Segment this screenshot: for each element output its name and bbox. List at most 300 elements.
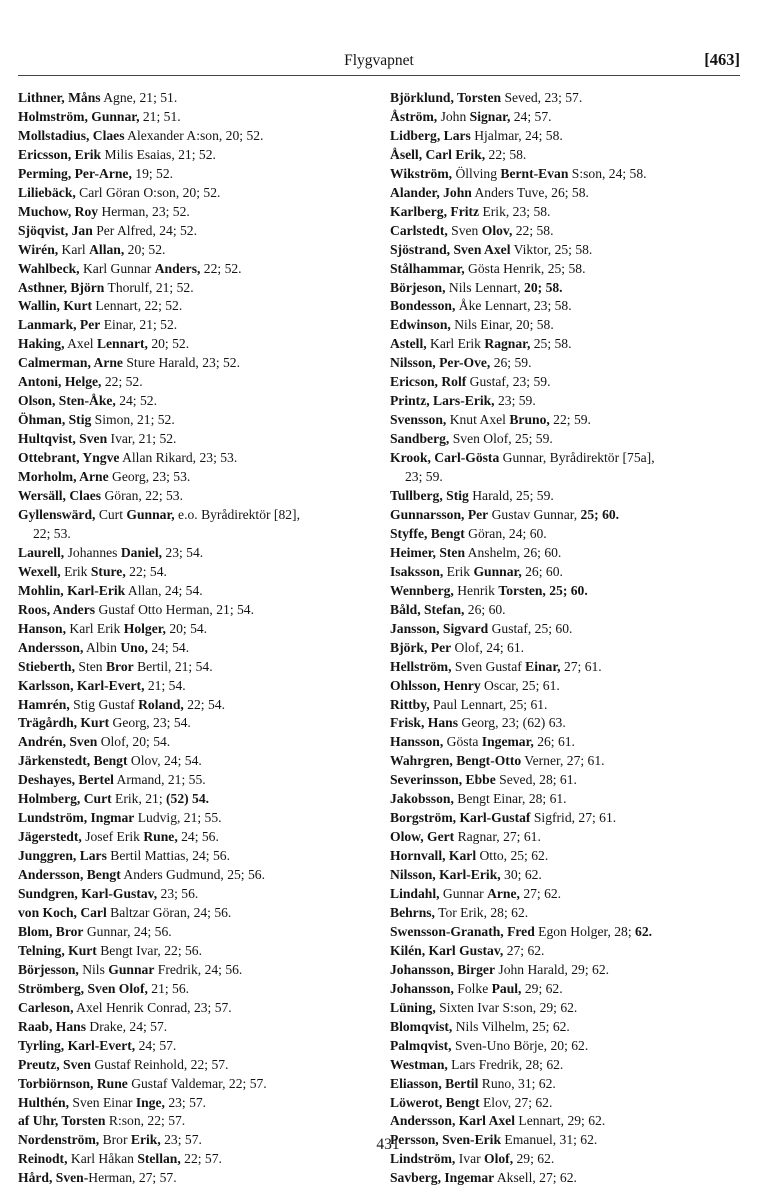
entry-name-bold: Karlberg, Fritz xyxy=(390,203,480,219)
entry-line xyxy=(390,886,561,901)
entry-name-bold: Båld, Stefan, xyxy=(390,601,465,617)
entry-text: Sven Gustaf xyxy=(451,658,526,674)
entry-text: Milis Esaias, 21; 52. xyxy=(101,146,216,162)
entry-line xyxy=(18,1057,228,1072)
entry-name-bold: Gunnar, xyxy=(126,506,175,522)
entry-text: 24; 57. xyxy=(510,108,552,124)
entry-text: 20; 54. xyxy=(165,620,208,636)
entry-line xyxy=(390,488,554,503)
entry-text: Lennart, 29; 62. xyxy=(515,1113,606,1129)
entry-name-bold: Andersson, Karl Axel xyxy=(390,1113,515,1129)
entry-name-bold: Wexell, xyxy=(18,563,61,579)
index-entry xyxy=(18,866,386,885)
entry-text: Henrik xyxy=(453,582,499,598)
entry-name-bold: Stellan, xyxy=(137,1151,181,1167)
entry-line xyxy=(390,697,547,712)
entry-line xyxy=(390,734,575,749)
entry-line xyxy=(390,659,602,674)
entry-name-bold: Olow, Gert xyxy=(390,829,455,845)
entry-line xyxy=(18,223,197,238)
entry-name-bold: Olov, xyxy=(481,222,513,238)
entry-name-bold: Carlstedt, xyxy=(390,222,448,238)
entry-text: Folke xyxy=(453,980,492,996)
entry-text: Erik xyxy=(443,563,474,579)
index-entry xyxy=(18,752,386,771)
entry-name-bold: Jakobsson, xyxy=(390,791,454,807)
entry-name-bold: Carleson, xyxy=(18,999,74,1015)
entry-text: Åke Lennart, 23; 58. xyxy=(455,298,572,314)
entry-text: 22; 58. xyxy=(512,222,554,238)
index-entry xyxy=(390,658,762,677)
index-entry xyxy=(18,203,386,222)
entry-text: 22; 54. xyxy=(125,563,167,579)
entry-continuation: 23; 59. xyxy=(405,469,443,485)
entry-name-bold: Arne, xyxy=(487,886,520,902)
entry-line xyxy=(390,924,652,939)
entry-name-bold: Olof, xyxy=(484,1151,514,1167)
entry-text: 23; 54. xyxy=(162,544,204,560)
entry-line xyxy=(390,128,563,143)
entry-text: 25; 58. xyxy=(530,336,572,352)
index-entry xyxy=(18,108,386,127)
entry-text: Gustaf Otto Herman, 21; 54. xyxy=(95,601,254,617)
entry-text: Olof, 24; 61. xyxy=(451,639,525,655)
index-entry xyxy=(390,411,762,430)
index-entry xyxy=(390,222,762,241)
index-entry xyxy=(390,335,762,354)
entry-name-bold: Torbiörnson, Rune xyxy=(18,1075,128,1091)
entry-name-bold: Perming, Per-Arne, xyxy=(18,165,132,181)
entry-name-bold: Rune, xyxy=(143,829,178,845)
entry-name-bold: Ingemar, xyxy=(481,734,534,750)
index-entry xyxy=(18,165,386,184)
entry-text: Ivar, 21; 52. xyxy=(107,431,177,447)
entry-line xyxy=(18,583,203,598)
entry-name-bold: Westman, xyxy=(390,1056,448,1072)
entry-text: Göran, 24; 60. xyxy=(464,525,547,541)
entry-line xyxy=(390,393,536,408)
entry-text: Gustav Gunnar, xyxy=(488,506,581,522)
entry-name-bold: Stålhammar, xyxy=(390,260,465,276)
entry-line xyxy=(390,450,655,465)
entry-name-bold: Wahrgren, Bengt-Otto xyxy=(390,753,522,769)
entry-name-bold: Blom, Bror xyxy=(18,923,84,939)
entry-line xyxy=(18,829,219,844)
entry-name-bold: Holmström, Gunnar, xyxy=(18,108,140,124)
entry-name-bold: Sjöqvist, Jan xyxy=(18,222,93,238)
entry-text: Karl Erik xyxy=(65,620,124,636)
index-entry xyxy=(18,942,386,961)
entry-name-bold: Tyrling, Karl-Evert, xyxy=(18,1037,136,1053)
entry-line xyxy=(390,261,585,276)
entry-line xyxy=(390,298,572,313)
entry-name-bold: Wennberg, xyxy=(390,582,454,598)
entry-text: Oscar, 25; 61. xyxy=(480,677,560,693)
entry-line xyxy=(18,507,300,522)
index-entry xyxy=(390,525,762,544)
index-entry xyxy=(390,1169,762,1188)
entry-text: Georg, 23; 53. xyxy=(108,469,191,485)
index-entry xyxy=(18,222,386,241)
entry-line xyxy=(390,526,547,541)
entry-line xyxy=(18,450,237,465)
index-entry xyxy=(18,506,386,544)
index-entry xyxy=(18,430,386,449)
entry-text: Sven xyxy=(447,222,482,238)
entry-text: 27; 62. xyxy=(503,942,545,958)
entry-text: Karl Erik xyxy=(426,336,485,352)
entry-text: 29; 62. xyxy=(521,980,563,996)
entry-line xyxy=(18,621,207,636)
entry-text: Axel xyxy=(64,336,97,352)
entry-text: Bengt Ivar, 22; 56. xyxy=(96,942,202,958)
index-entry xyxy=(18,392,386,411)
entry-text: Erik xyxy=(60,563,91,579)
entry-text: Ludvig, 21; 55. xyxy=(134,810,222,826)
entry-text: Otto, 25; 62. xyxy=(476,848,549,864)
index-entry xyxy=(18,354,386,373)
index-entry xyxy=(390,392,762,411)
entry-name-bold: Lennart, xyxy=(96,336,148,352)
entry-name-bold: Behrns, xyxy=(390,904,435,920)
entry-line xyxy=(18,204,190,219)
entry-text: Curt xyxy=(95,506,127,522)
header-rule xyxy=(18,75,740,76)
entry-text: Gunnar, 24; 56. xyxy=(83,923,172,939)
index-entry xyxy=(18,1112,386,1131)
entry-name-bold: Wersäll, Claes xyxy=(18,488,102,504)
entry-name-bold: Ragnar, xyxy=(484,336,531,352)
index-entry xyxy=(18,1094,386,1113)
index-entry xyxy=(18,961,386,980)
entry-name-bold: Andersson, Bengt xyxy=(18,867,121,883)
entry-name-bold: Gunnar xyxy=(108,961,155,977)
entry-continuation: 22; 53. xyxy=(33,525,71,541)
entry-name-bold: Johansson, Birger xyxy=(390,961,495,977)
entry-line xyxy=(390,242,592,257)
entry-name-bold: Liliebäck, xyxy=(18,184,76,200)
index-entry xyxy=(18,241,386,260)
entry-text: Armand, 21; 55. xyxy=(113,772,206,788)
right-column xyxy=(390,89,762,1188)
entry-line xyxy=(18,317,177,332)
entry-name-bold: Signar, xyxy=(469,108,511,124)
entry-text: Karl xyxy=(58,241,90,257)
entry-line xyxy=(18,1113,185,1128)
entry-text: Josef Erik xyxy=(81,829,144,845)
index-entry xyxy=(390,961,762,980)
entry-line xyxy=(390,583,588,598)
entry-line xyxy=(390,621,572,636)
index-entry xyxy=(390,677,762,696)
index-entry xyxy=(390,1075,762,1094)
entry-text: Lennart, 22; 52. xyxy=(92,298,183,314)
entry-line xyxy=(390,355,531,370)
entry-name-bold: Reinodt, xyxy=(18,1151,68,1167)
entry-name-bold: 20; 58. xyxy=(524,279,563,295)
entry-name-bold: Lindahl, xyxy=(390,886,440,902)
index-entry xyxy=(390,373,762,392)
entry-name-bold: Järkenstedt, Bengt xyxy=(18,753,128,769)
entry-name-bold: Mollstadius, Claes xyxy=(18,127,125,143)
entry-line xyxy=(18,697,225,712)
entry-name-bold: Hulthén, xyxy=(18,1094,69,1110)
entry-name-bold: Astell, xyxy=(390,336,427,352)
entry-text: Bertil Mattias, 24; 56. xyxy=(106,848,230,864)
entry-name-bold: Hård, Sven- xyxy=(18,1170,89,1186)
entry-name-bold: Frisk, Hans xyxy=(390,715,458,731)
entry-text: Simon, 21; 52. xyxy=(91,412,175,428)
index-entry xyxy=(18,449,386,468)
entry-line xyxy=(390,1170,577,1185)
entry-text: 24; 56. xyxy=(177,829,219,845)
left-column xyxy=(18,89,386,1188)
index-entry xyxy=(390,752,762,771)
entry-name-bold: Lüning, xyxy=(390,999,436,1015)
index-entry xyxy=(390,430,762,449)
entry-text: Anders Gudmund, 25; 56. xyxy=(120,867,265,883)
entry-text: Karl Gunnar xyxy=(79,260,155,276)
entry-name-bold: Lithner, Måns xyxy=(18,90,101,105)
entry-name-bold: Palmqvist, xyxy=(390,1037,452,1053)
entry-name-bold: Calmerman, Arne xyxy=(18,355,123,371)
entry-text: Sven Einar xyxy=(69,1094,136,1110)
entry-line xyxy=(18,678,186,693)
entry-name-bold: Persson, Sven-Erik xyxy=(390,1132,502,1148)
index-entry xyxy=(390,146,762,165)
index-entry xyxy=(390,316,762,335)
entry-line xyxy=(18,393,157,408)
entry-name-bold: Johansson, xyxy=(390,980,454,996)
entry-name-bold: von Koch, Carl xyxy=(18,904,107,920)
entry-name-bold: Morholm, Arne xyxy=(18,469,109,485)
entry-name-bold: Wirén, xyxy=(18,241,59,257)
entry-name-bold: Jansson, Sigvard xyxy=(390,620,489,636)
entry-line xyxy=(390,280,563,295)
index-entry xyxy=(390,639,762,658)
entry-line xyxy=(18,374,143,389)
index-entry xyxy=(390,714,762,733)
entry-line xyxy=(18,602,254,617)
entry-line xyxy=(390,772,577,787)
entry-name-bold: Einar, xyxy=(525,658,561,674)
entry-line xyxy=(18,1019,167,1034)
entry-line xyxy=(18,715,191,730)
index-entry xyxy=(390,771,762,790)
entry-name-bold: Bruno, xyxy=(509,412,550,428)
entry-text: 23; 59. xyxy=(494,393,536,409)
entry-text: Sigfrid, 27; 61. xyxy=(530,810,617,826)
index-entry xyxy=(390,582,762,601)
entry-name-bold: Björklund, Torsten xyxy=(390,90,502,105)
entry-name-bold: Öhman, Stig xyxy=(18,412,92,428)
index-entry xyxy=(390,847,762,866)
index-entry xyxy=(390,241,762,260)
entry-text: Alexander A:son, 20; 52. xyxy=(124,127,264,143)
entry-line xyxy=(390,848,548,863)
page-number: 431 xyxy=(376,1136,400,1153)
entry-text: 21; 56. xyxy=(147,980,190,996)
entry-name-bold: Muchow, Roy xyxy=(18,203,99,219)
index-entry xyxy=(18,1018,386,1037)
index-entry xyxy=(390,260,762,279)
entry-text: Gunnar xyxy=(439,886,488,902)
entry-text: Seved, 28; 61. xyxy=(495,772,577,788)
entry-text: Axel Henrik Conrad, 23; 57. xyxy=(73,999,232,1015)
entry-line xyxy=(390,791,567,806)
entry-text: Drake, 24; 57. xyxy=(86,1018,168,1034)
index-entry xyxy=(390,904,762,923)
index-entry xyxy=(18,279,386,298)
entry-name-bold: Krook, Carl-Gösta xyxy=(390,450,500,466)
entry-name-bold: Erik, xyxy=(130,1132,161,1148)
entry-line xyxy=(18,431,176,446)
entry-line xyxy=(18,848,230,863)
index-entry xyxy=(18,714,386,733)
entry-name-bold: Laurell, xyxy=(18,544,65,560)
entry-text: 24; 57. xyxy=(135,1037,177,1053)
entry-name-bold: Raab, Hans xyxy=(18,1018,86,1034)
index-entry xyxy=(390,1094,762,1113)
entry-line xyxy=(18,242,165,257)
entry-name-bold: Börjeson, xyxy=(390,279,446,295)
index-entry xyxy=(18,1075,386,1094)
entry-name-bold: Paul, xyxy=(491,980,522,996)
entry-line xyxy=(390,962,609,977)
entry-name-bold: Nilsson, Karl-Erik, xyxy=(390,867,501,883)
entry-text: Anders Tuve, 26; 58. xyxy=(471,184,589,200)
entry-line xyxy=(18,469,190,484)
entry-line xyxy=(18,166,173,181)
entry-line xyxy=(390,715,566,730)
entry-name-bold: 25; 60. xyxy=(580,506,620,522)
entry-name-bold: Telning, Kurt xyxy=(18,942,97,958)
index-entry xyxy=(18,771,386,790)
entry-text: Agne, 21; 51. xyxy=(100,90,178,105)
entry-name-bold: Löwerot, Bengt xyxy=(390,1094,480,1110)
index-entry xyxy=(18,885,386,904)
index-entry xyxy=(18,980,386,999)
entry-name-bold: Eliasson, Bertil xyxy=(390,1075,479,1091)
entry-line xyxy=(390,1038,588,1053)
entry-line xyxy=(18,185,220,200)
entry-name-bold: Sandberg, xyxy=(390,431,450,447)
index-entry xyxy=(390,885,762,904)
index-entry xyxy=(18,468,386,487)
entry-text: Elov, 27; 62. xyxy=(479,1094,553,1110)
index-entry xyxy=(390,980,762,999)
entry-line xyxy=(390,166,647,181)
entry-text: Gunnar, Byrådirektör [75a], xyxy=(499,450,655,466)
entry-text: 27; 62. xyxy=(519,886,562,902)
entry-name-bold: Svensson, xyxy=(390,412,447,428)
entry-name-bold: (52) 54. xyxy=(166,791,210,807)
entry-text: Olof, 20; 54. xyxy=(97,734,171,750)
entry-line xyxy=(18,1170,177,1185)
entry-text: Ragnar, 27; 61. xyxy=(454,829,541,845)
index-entry xyxy=(18,639,386,658)
entry-line xyxy=(390,317,554,332)
index-entry xyxy=(390,108,762,127)
entry-text: Johannes xyxy=(64,544,121,560)
entry-text: Allan Rikard, 23; 53. xyxy=(119,450,238,466)
index-entry xyxy=(18,146,386,165)
entry-line xyxy=(18,659,213,674)
entry-line xyxy=(390,810,616,825)
index-entry xyxy=(18,790,386,809)
entry-text: 19; 52. xyxy=(131,165,174,181)
entry-text: 30; 62. xyxy=(500,867,542,883)
index-entry xyxy=(390,1018,762,1037)
entry-line xyxy=(18,640,189,655)
entry-text: Bror xyxy=(99,1132,131,1148)
entry-name-bold: Allan, xyxy=(89,241,125,257)
entry-text: Egon Holger, 28; xyxy=(534,923,636,939)
entry-name-bold: Swensson-Granath, Fred xyxy=(390,923,535,939)
entry-text: Nils Vilhelm, 25; 62. xyxy=(452,1018,570,1034)
entry-name-bold: 62. xyxy=(635,923,653,939)
entry-line xyxy=(390,374,550,389)
entry-text: 22; 52. xyxy=(101,374,143,390)
entry-text: Georg, 23; (62) 63. xyxy=(457,715,566,731)
entry-name-bold: Uno, xyxy=(120,639,148,655)
index-entry xyxy=(390,506,762,525)
entry-text: Thorulf, 21; 52. xyxy=(104,279,194,295)
entry-name-bold: Styffe, Bengt xyxy=(390,525,465,541)
entry-name-bold: Preutz, Sven xyxy=(18,1056,91,1072)
entry-line xyxy=(390,223,554,238)
index-entry xyxy=(18,297,386,316)
entry-name-bold: Nordenström, xyxy=(18,1132,100,1148)
index-entry xyxy=(18,1056,386,1075)
entry-text: Nils xyxy=(78,961,109,977)
entry-line xyxy=(18,147,216,162)
entry-line xyxy=(18,791,209,806)
entry-line xyxy=(390,867,542,882)
index-entry xyxy=(18,999,386,1018)
entry-text: 22; 54. xyxy=(183,696,225,712)
entry-text: Olov, 24; 54. xyxy=(127,753,202,769)
index-entry xyxy=(390,809,762,828)
entry-name-bold: Stieberth, xyxy=(18,658,76,674)
entry-name-bold: Borgström, Karl-Gustaf xyxy=(390,810,531,826)
entry-name-bold: Strömberg, Sven Olof, xyxy=(18,980,148,996)
entry-text: Sture Harald, 23; 52. xyxy=(122,355,240,371)
entry-text: 22; 58. xyxy=(485,146,527,162)
entry-line xyxy=(18,355,240,370)
entry-line xyxy=(390,204,550,219)
entry-name-bold: Daniel, xyxy=(120,544,163,560)
index-entry xyxy=(390,828,762,847)
index-entry xyxy=(390,203,762,222)
entry-text: Gösta xyxy=(443,734,482,750)
entry-name-bold: af Uhr, Torsten xyxy=(18,1113,106,1129)
entry-line xyxy=(390,1076,556,1091)
entry-text: Erik, 23; 58. xyxy=(479,203,551,219)
index-entry xyxy=(18,411,386,430)
entry-line xyxy=(18,867,265,882)
entry-name-bold: Blomqvist, xyxy=(390,1018,453,1034)
index-entry xyxy=(18,1169,386,1188)
entry-text: Öllving xyxy=(452,165,501,181)
entry-line xyxy=(18,943,202,958)
index-entry xyxy=(390,487,762,506)
index-entry xyxy=(390,601,762,620)
entry-name-bold: Ottebrant, Yngve xyxy=(18,450,120,466)
index-entry xyxy=(18,1037,386,1056)
index-entry xyxy=(390,1037,762,1056)
index-entry xyxy=(18,733,386,752)
